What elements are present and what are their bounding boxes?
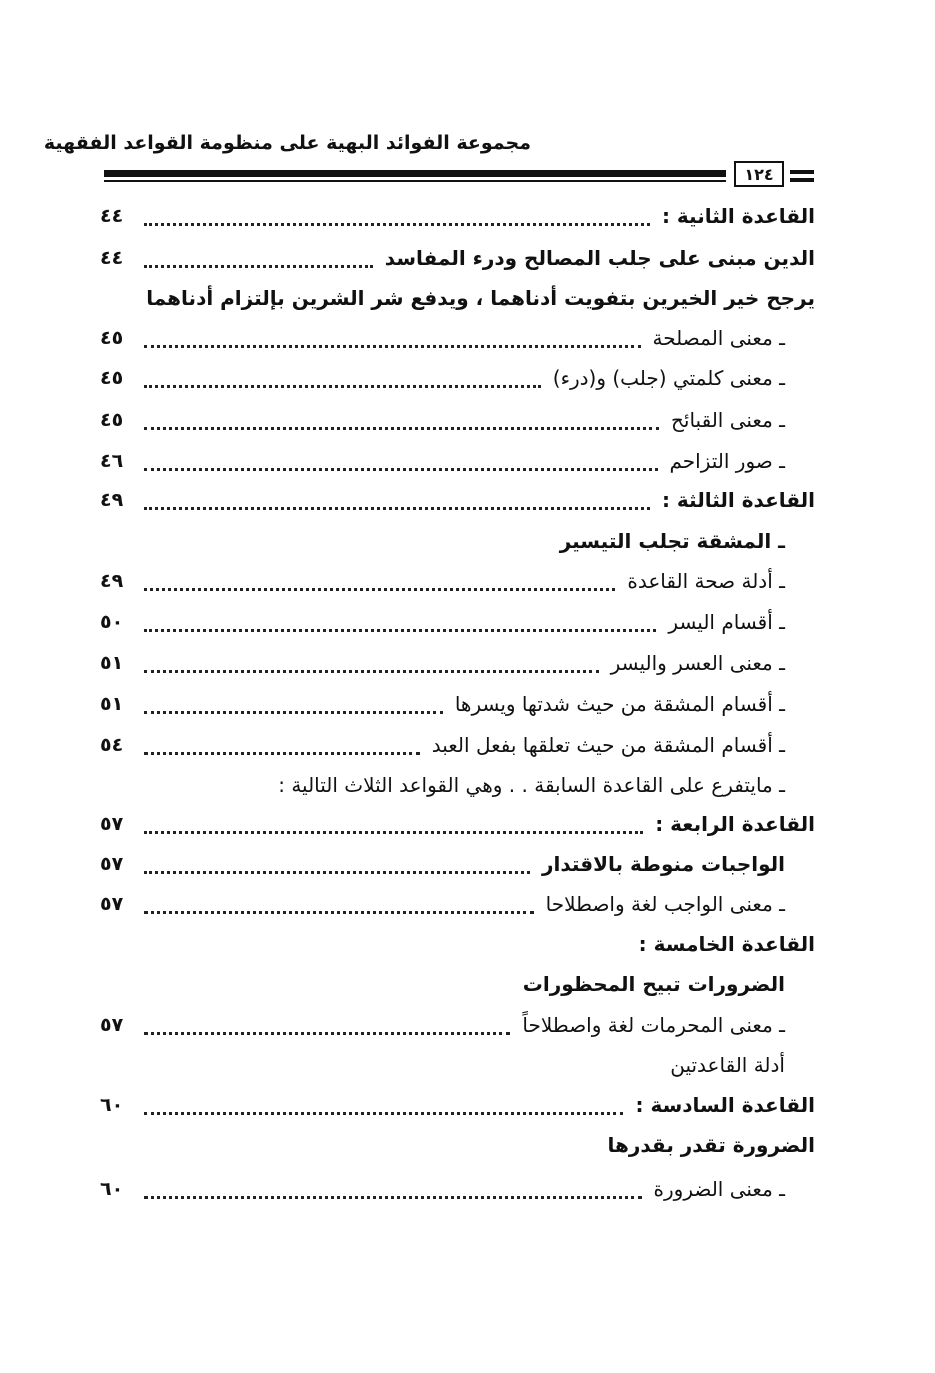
toc-entry-page: ٤٤: [100, 205, 124, 227]
toc-entry: [100, 1087, 815, 1123]
toc-entry-page: ٤٥: [100, 409, 124, 431]
toc-entry: [100, 1007, 785, 1043]
toc-entry-label: ـ صور التزاحم: [669, 449, 785, 473]
dot-leader: [144, 568, 615, 591]
dot-leader: [144, 609, 656, 632]
toc-entry-page: ٤٥: [100, 367, 124, 389]
toc-entry: [100, 727, 785, 763]
toc-entry: [100, 443, 785, 479]
toc-entry: [100, 402, 785, 438]
dot-leader: [144, 891, 534, 914]
toc-entry-page: ٥٧: [100, 813, 124, 835]
toc-entry: [100, 645, 785, 681]
toc-entry: [100, 320, 785, 356]
header-rule-short: [790, 170, 814, 174]
toc-entry-label: ـ المشقة تجلب التيسير: [559, 529, 785, 553]
toc-entry: [100, 686, 785, 722]
toc-entry-label: ـ معنى الواجب لغة واصطلاحا: [545, 892, 785, 916]
header-rule-thin: [104, 180, 726, 182]
toc-entry-page: ٤٩: [100, 489, 124, 511]
toc-entry: [100, 806, 815, 842]
toc-entry-label: ـ معنى القبائح: [670, 408, 785, 432]
header-rule-short: [790, 178, 814, 182]
toc-entry-page: ٦٠: [100, 1094, 124, 1116]
toc-entry-label: ـ معنى العسر واليسر: [610, 651, 785, 675]
toc-entry-label: ـ أقسام المشقة من حيث تعلقها بفعل العبد: [431, 733, 785, 757]
dot-leader: [144, 487, 650, 510]
toc-entry: [100, 482, 815, 518]
toc-entry-page: ٥٧: [100, 853, 124, 875]
toc-entry-label: الضرورات تبيح المحظورات: [522, 972, 785, 996]
toc-entry: [146, 280, 815, 316]
page-number: ١٢٤: [734, 161, 784, 187]
dot-leader: [144, 851, 530, 874]
toc-entry-label: ـ معنى كلمتي (جلب) و(درء): [552, 366, 785, 390]
toc-entry-page: ٥٤: [100, 734, 124, 756]
toc-entry: [100, 1171, 785, 1207]
toc-entry-label: ـ أدلة صحة القاعدة: [627, 569, 785, 593]
toc-entry: [520, 966, 785, 1002]
toc-entry-label: الدين مبنى على جلب المصالح ودرء المفاسد: [384, 246, 815, 270]
toc-entry: [100, 604, 785, 640]
toc-entry: [638, 926, 815, 962]
dot-leader: [144, 1012, 510, 1035]
toc-entry: [100, 240, 815, 276]
toc-entry: [640, 1047, 785, 1083]
toc-entry-page: ٤٦: [100, 450, 124, 472]
dot-leader: [144, 245, 373, 268]
dot-leader: [144, 365, 541, 388]
toc-entry-label: ـ معنى المحرمات لغة واصطلاحاً: [522, 1013, 785, 1037]
dot-leader: [144, 1092, 623, 1115]
toc-entry-label: القاعدة الثالثة :: [661, 488, 815, 512]
dot-leader: [144, 691, 443, 714]
toc-entry-label: القاعدة الرابعة :: [655, 812, 815, 836]
dot-leader: [144, 325, 641, 348]
toc-entry: [100, 886, 785, 922]
toc-entry-label: ـ معنى المصلحة: [652, 326, 785, 350]
toc-entry: [245, 767, 785, 803]
toc-entry-label: القاعدة الثانية :: [661, 204, 815, 228]
toc-entry-label: القاعدة السادسة :: [635, 1093, 815, 1117]
toc-entry: [100, 563, 785, 599]
dot-leader: [144, 650, 599, 673]
dot-leader: [144, 448, 658, 471]
toc-entry-label: ـ معنى الضرورة: [653, 1177, 785, 1201]
toc-entry-label: القاعدة الخامسة :: [638, 932, 815, 956]
toc-entry-page: ٥٧: [100, 893, 124, 915]
dot-leader: [144, 811, 643, 834]
toc-entry: [100, 360, 785, 396]
toc-entry-page: ٤٤: [100, 247, 124, 269]
toc-entry: [560, 523, 785, 559]
toc-entry-page: ٥١: [100, 652, 124, 674]
toc-entry-page: ٥٠: [100, 611, 124, 633]
toc-entry-page: ٥٧: [100, 1014, 124, 1036]
toc-entry-label: الواجبات منوطة بالاقتدار: [541, 852, 785, 876]
dot-leader: [144, 203, 650, 226]
toc-entry-page: ٥١: [100, 693, 124, 715]
running-title: مجموعة الفوائد البهية على منظومة القواعد الفقهية: [43, 132, 531, 154]
toc-entry: [100, 846, 785, 882]
toc-entry-label: يرجح خير الخيرين بتفويت أدناهما ، ويدفع شر الشرين بإلتزام أدناهما: [146, 286, 815, 310]
toc-entry-label: ـ أقسام اليسر: [668, 610, 785, 634]
dot-leader: [144, 407, 659, 430]
dot-leader: [144, 732, 420, 755]
toc-entry-label: الضرورة تقدر بقدرها: [607, 1133, 815, 1157]
toc-entry-page: ٤٩: [100, 570, 124, 592]
toc-entry: [100, 198, 815, 234]
toc-entry-page: ٦٠: [100, 1178, 124, 1200]
dot-leader: [144, 1176, 642, 1199]
toc-entry-page: ٤٥: [100, 327, 124, 349]
header-rule-thick: [104, 170, 726, 177]
toc-entry: [607, 1127, 815, 1163]
toc-entry-label: أدلة القاعدتين: [670, 1053, 785, 1077]
toc-entry-label: ـ أقسام المشقة من حيث شدتها ويسرها: [454, 692, 785, 716]
toc-entry-label: ـ مايتفرع على القاعدة السابقة . . وهي القواعد الثلاث التالية :: [278, 773, 785, 797]
